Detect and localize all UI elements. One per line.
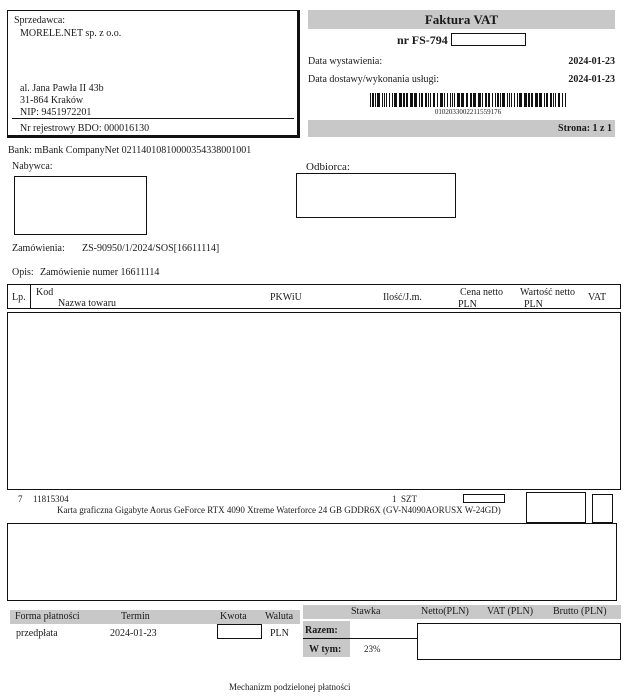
- payment-currency: PLN: [270, 628, 289, 639]
- barcode-bar: [384, 93, 385, 107]
- col-summary-net: Netto(PLN): [421, 606, 469, 617]
- seller-divider: [12, 118, 294, 119]
- col-code: Kod: [36, 287, 54, 298]
- barcode-bar: [403, 93, 405, 107]
- seller-name: MORELE.NET sp. z o.o.: [20, 28, 122, 39]
- barcode-bar: [562, 93, 563, 107]
- barcode-bar: [428, 93, 429, 107]
- row-lp: 7: [18, 494, 23, 504]
- issue-date-label: Data wystawienia:: [308, 56, 383, 67]
- issue-date: 2024-01-23: [568, 56, 615, 67]
- col-summary-vat: VAT (PLN): [487, 606, 534, 617]
- invoice-number-field: [451, 33, 526, 46]
- row-net-price-field: [463, 494, 505, 503]
- barcode-bar: [473, 93, 476, 107]
- items-blank-area-lower: [7, 523, 617, 601]
- barcode-bar: [517, 93, 518, 107]
- summary-divider: [303, 638, 417, 639]
- seller-bdo: Nr rejestrowy BDO: 000016130: [20, 123, 150, 134]
- barcode-bar: [553, 93, 554, 107]
- barcode-bar: [444, 93, 445, 107]
- barcode-bar: [492, 93, 493, 107]
- summary-values-field: [417, 623, 621, 660]
- col-net-value-currency: PLN: [524, 299, 543, 310]
- barcode-bar: [519, 93, 522, 107]
- col-payment-amount: Kwota: [220, 611, 247, 622]
- col-net-price: Cena netto: [460, 287, 504, 298]
- row-quantity: 1: [392, 494, 397, 504]
- recipient-box: [296, 173, 456, 218]
- barcode-bar: [389, 93, 390, 107]
- summary-total-label: Razem:: [305, 625, 338, 636]
- col-net-price-currency: PLN: [458, 299, 477, 310]
- barcode-bar: [437, 93, 438, 107]
- barcode-bar: [539, 93, 542, 107]
- barcode-bar: [419, 93, 420, 107]
- description-value: Zamówienie numer 16611114: [40, 267, 160, 278]
- barcode-bar: [478, 93, 481, 107]
- barcode-bar: [452, 93, 453, 107]
- barcode-bar: [544, 93, 545, 107]
- barcode-bar: [382, 93, 383, 107]
- col-vat: VAT: [588, 292, 607, 303]
- col-payment-term: Termin: [121, 611, 150, 622]
- barcode-bar: [507, 93, 508, 107]
- barcode-bar: [514, 93, 515, 107]
- barcode-bar: [495, 93, 496, 107]
- barcode-bar: [528, 93, 530, 107]
- payment-header: [10, 610, 300, 624]
- recipient-label: Odbiorca:: [306, 161, 350, 173]
- table-row: [7, 491, 621, 521]
- row-product-name: Karta graficzna Gigabyte Aorus GeForce RTX 4090 Xtreme Waterforce 24 GB GDDR6X (GV-N4090AORUSX W-24GD): [57, 505, 501, 515]
- barcode-bar: [550, 93, 552, 107]
- barcode-bar: [414, 93, 417, 107]
- row-vat-field: [592, 494, 613, 523]
- barcode-number: 0102033002211559176: [434, 108, 502, 116]
- col-net-value: Wartość netto: [520, 287, 576, 298]
- seller-street: al. Jana Pawła II 43b: [20, 83, 104, 94]
- barcode-bar: [502, 93, 505, 107]
- barcode-bar: [372, 93, 374, 107]
- payment-amount-field: [217, 624, 262, 639]
- barcode-bar: [394, 93, 397, 107]
- barcode-bar: [430, 93, 431, 107]
- seller-city: 31-864 Kraków: [20, 95, 84, 106]
- order-number: ZS-90950/1/2024/SOS[16611114]: [82, 243, 220, 254]
- invoice-number-row: [308, 32, 615, 48]
- barcode-bar: [454, 93, 455, 107]
- buyer-label: Nabywca:: [12, 161, 53, 172]
- row-code: 11815304: [33, 494, 69, 504]
- barcode-bar: [466, 93, 468, 107]
- barcode-bar: [440, 93, 443, 107]
- payment-term: 2024-01-23: [110, 628, 157, 639]
- col-summary-gross: Brutto (PLN): [553, 606, 607, 617]
- barcode-bar: [450, 93, 451, 107]
- barcode-bar: [375, 93, 376, 107]
- col-pkwiu: PKWiU: [270, 292, 302, 303]
- barcode-bar: [461, 93, 464, 107]
- items-table-header: [7, 284, 621, 309]
- invoice-number-prefix: nr FS-794: [397, 33, 448, 47]
- summary-of-which-label: W tym:: [309, 644, 342, 655]
- items-blank-area: [7, 312, 621, 490]
- barcode-bar: [546, 93, 548, 107]
- bank-account: Bank: mBank CompanyNet 02114010810000354338001001: [8, 145, 252, 156]
- barcode-bar: [399, 93, 402, 107]
- barcode-bar: [558, 93, 560, 107]
- barcode-bar: [410, 93, 413, 107]
- barcode-bar: [392, 93, 393, 107]
- summary-header: [303, 605, 621, 619]
- page-indicator: Strona: 1 z 1: [558, 123, 612, 134]
- order-label: Zamówienia:: [12, 243, 65, 254]
- delivery-date: 2024-01-23: [568, 74, 615, 85]
- col-product-name: Nazwa towaru: [58, 298, 117, 309]
- header-divider: [30, 285, 31, 308]
- col-quantity: Ilość/J.m.: [383, 292, 422, 303]
- seller-label: Sprzedawca:: [14, 15, 66, 26]
- barcode-bar: [509, 93, 510, 107]
- barcode-bar: [524, 93, 527, 107]
- barcode-bar: [511, 93, 512, 107]
- barcode-bar: [470, 93, 472, 107]
- barcode-bar: [485, 93, 487, 107]
- col-payment-currency: Waluta: [265, 611, 294, 622]
- seller-nip: NIP: 9451972201: [20, 107, 92, 118]
- barcode-bar: [377, 93, 380, 107]
- col-rate: Stawka: [351, 606, 381, 617]
- barcode-bar: [535, 93, 538, 107]
- col-payment-form: Forma płatności: [15, 611, 80, 622]
- barcode-bar: [457, 93, 460, 107]
- buyer-box: [14, 176, 147, 235]
- payment-form: przedpłata: [16, 628, 58, 639]
- summary-rate: 23%: [364, 644, 381, 654]
- barcode-bar: [565, 93, 566, 107]
- barcode-bar: [370, 93, 371, 107]
- barcode-bar: [500, 93, 501, 107]
- barcode-bar: [433, 93, 435, 107]
- col-lp: Lp.: [12, 292, 26, 303]
- barcode-bar: [421, 93, 423, 107]
- barcode-bar: [386, 93, 387, 107]
- barcode-bar: [531, 93, 533, 107]
- row-unit: SZT: [401, 494, 418, 504]
- invoice-title: Faktura VAT: [308, 10, 615, 29]
- description-label: Opis:: [12, 267, 34, 278]
- barcode-bar: [425, 93, 427, 107]
- barcode-bar: [497, 93, 499, 107]
- page-indicator-bar: [308, 120, 615, 137]
- barcode-bar: [482, 93, 483, 107]
- barcode-bar: [406, 93, 408, 107]
- barcode: [370, 93, 566, 107]
- barcode-bar: [447, 93, 448, 107]
- barcode-bar: [488, 93, 490, 107]
- seller-box: [7, 10, 300, 138]
- delivery-date-label: Data dostawy/wykonania usługi:: [308, 74, 440, 85]
- barcode-bar: [555, 93, 556, 107]
- row-net-value-field: [526, 492, 586, 523]
- split-payment-note: Mechanizm podzielonej płatności: [229, 682, 351, 692]
